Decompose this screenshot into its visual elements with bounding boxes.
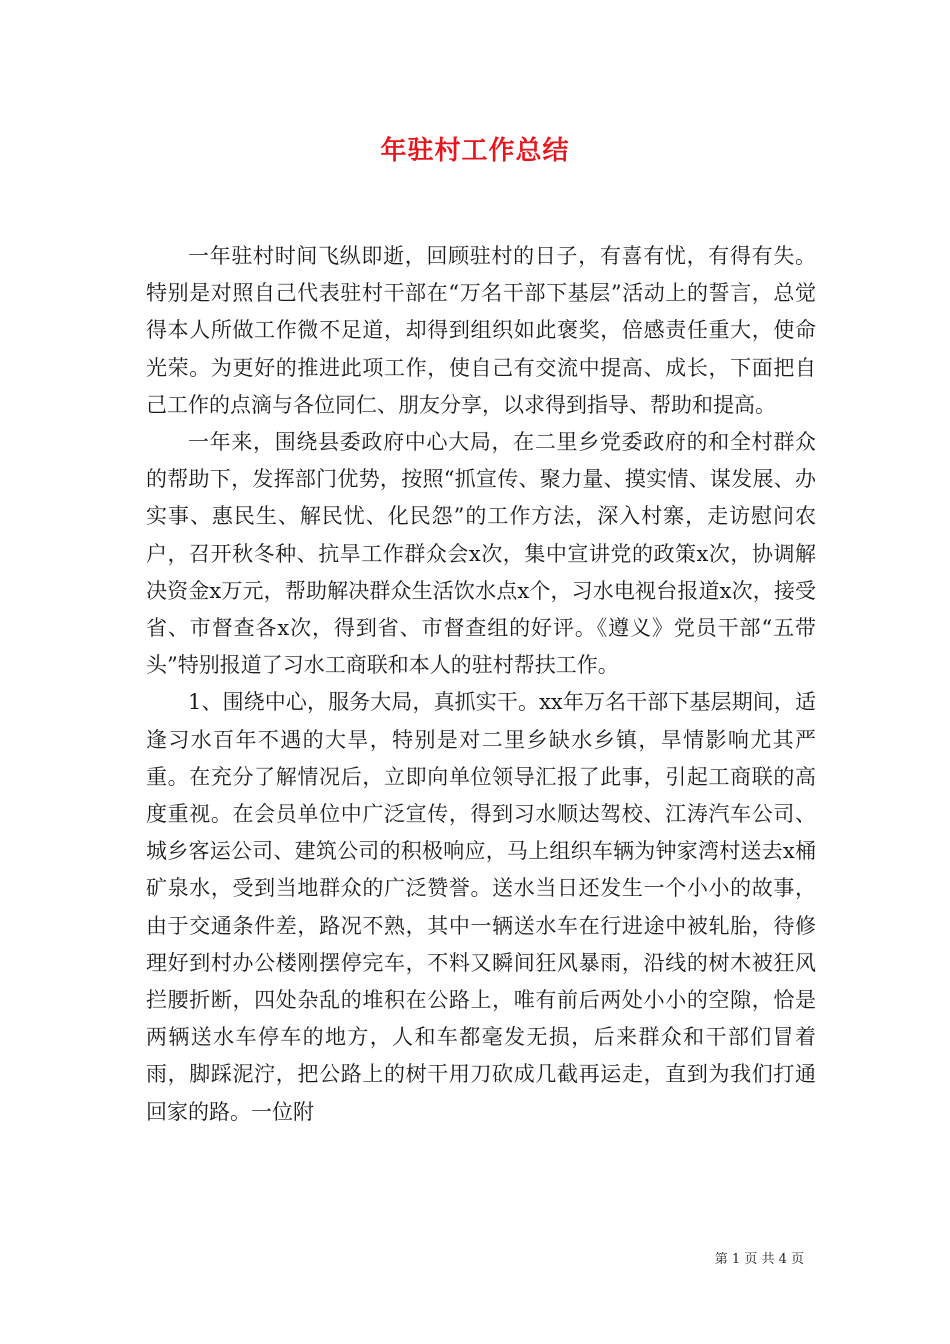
paragraph-overview: 一年来，围绕县委政府中心大局，在二里乡党委政府的和全村群众的帮助下，发挥部门优势，按照“抓宣传、聚力量、摸实情、谋发展、办实事、惠民生、解民忧、化民怨”的工作方法，深入村寨，走访慰问农户，召开秋冬种、抗旱工作群众会x次，集中宣讲党的政策x次，协调解决资金x万元，帮助解决群众生活饮水点x个，习水电视台报道x次，接受省、市督查各x次，得到省、市督查组的好评。《遵义》党员干部“五带头”特别报道了习水工商联和本人的驻村帮扶工作。 xyxy=(146,430,816,678)
paragraph-section-1: 1、围绕中心，服务大局，真抓实干。xx年万名干部下基层期间，适逢习水百年不遇的大旱，特别是对二里乡缺水乡镇，旱情影响尤其严重。在充分了解情况后，立即向单位领导汇报了此事，引起工商联的高度重视。在会员单位中广泛宣传，得到习水顺达驾校、江涛汽车公司、城乡客运公司、建筑公司的积极响应，马上组织车辆为钟家湾村送去x桶矿泉水，受到当地群众的广泛赞誉。送水当日还发生一个小小的故事，由于交通条件差，路况不熟，其中一辆送水车在行进途中被轧胎，待修理好到村办公楼刚摆停完车，不料又瞬间狂风暴雨，沿线的树木被狂风拦腰折断，四处杂乱的堆积在公路上，唯有前后两处小小的空隙，恰是两辆送水车停车的地方，人和车都毫发无损，后来群众和干部们冒着雨，脚踩泥泞，把公路上的树干用刀砍成几截再运走，直到为我们打通回家的路。一位附 xyxy=(146,690,816,1124)
paragraph-intro: 一年驻村时间飞纵即逝，回顾驻村的日子，有喜有忧，有得有失。特别是对照自己代表驻村干部在“万名干部下基层”活动上的誓言，总觉得本人所做工作微不足道，却得到组织如此褒奖，倍感责任重大，使命光荣。为更好的推进此项工作，使自己有交流中提高、成长，下面把自己工作的点滴与各位同仁、朋友分享，以求得到指导、帮助和提高。 xyxy=(146,244,816,417)
page-number-footer: 第 1 页 共 4 页 xyxy=(714,1252,804,1267)
document-title: 年驻村工作总结 xyxy=(380,136,570,166)
document-body xyxy=(146,238,816,1131)
